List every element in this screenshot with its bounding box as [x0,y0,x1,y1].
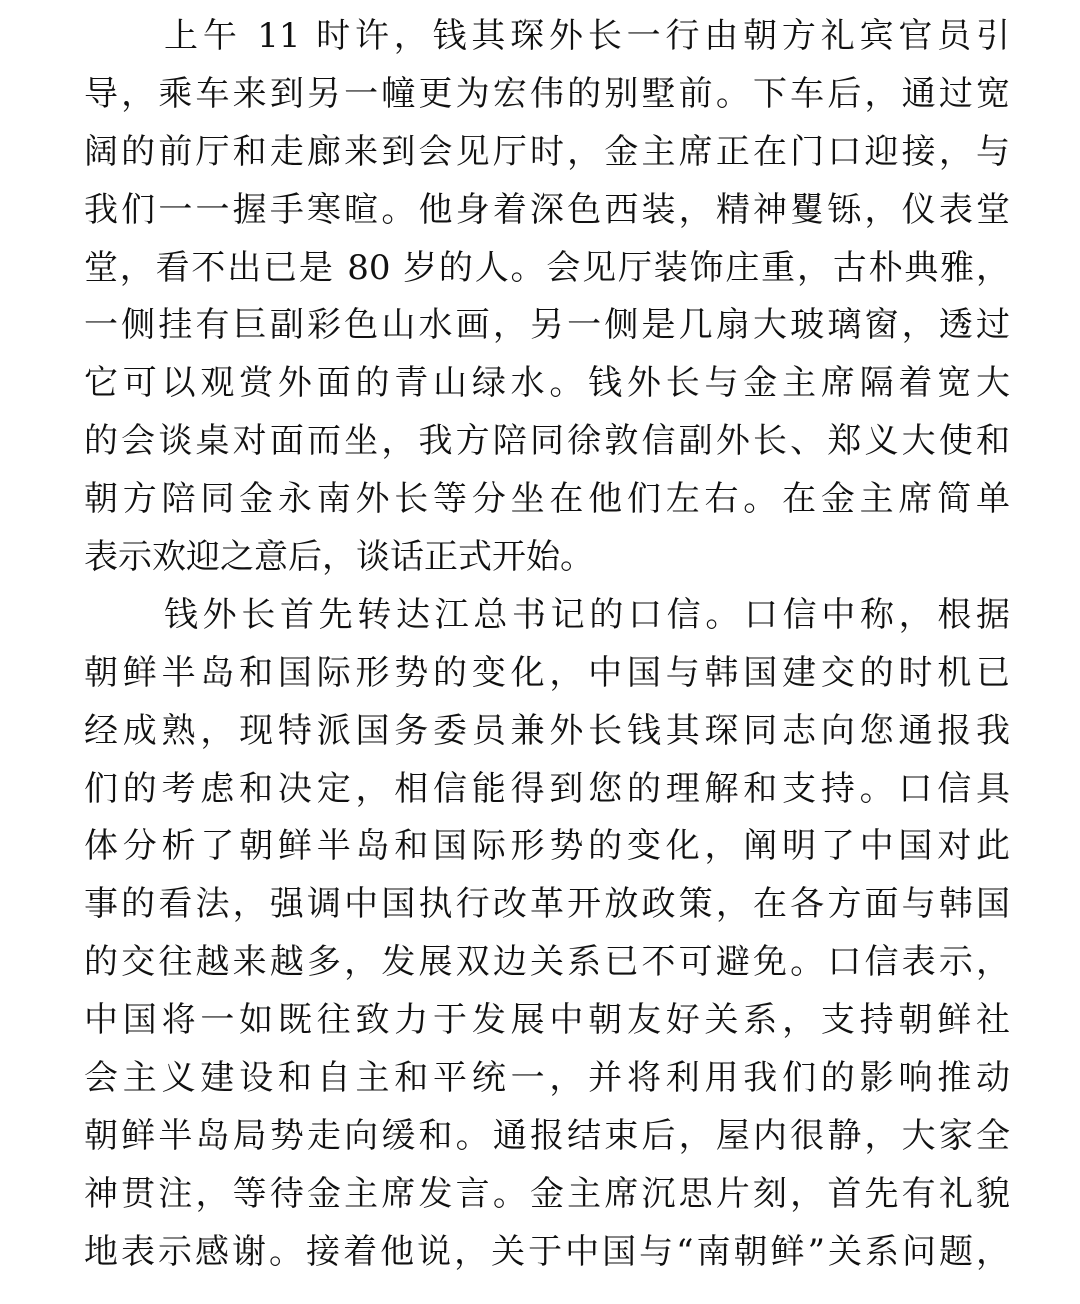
paragraph-2-line-10: 朝鲜半岛局势走向缓和。通报结束后，屋内很静，大家全 [84,1115,1010,1156]
paragraph-2-line-8: 中国将一如既往致力于发展中朝友好关系，支持朝鲜社 [84,1000,1010,1041]
paragraph-1-line-10: 表示欢迎之意后，谈话正式开始。 [84,537,594,578]
paragraph-2-line-11: 神贯注，等待金主席发言。金主席沉思片刻，首先有礼貌 [84,1173,1010,1214]
paragraph-2-line-5: 体分析了朝鲜半岛和国际形势的变化，阐明了中国对此 [84,826,1010,867]
paragraph-2-line-2: 朝鲜半岛和国际形势的变化，中国与韩国建交的时机已 [84,652,1010,693]
paragraph-2-line-9: 会主义建设和自主和平统一，并将利用我们的影响推动 [84,1058,1010,1099]
paragraph-1-line-6: 一侧挂有巨副彩色山水画，另一侧是几扇大玻璃窗，透过 [84,305,1010,346]
paragraph-2-line-12: 地表示感谢。接着他说，关于中国与“南朝鲜”关系问题， [84,1231,1010,1272]
paragraph-2-line-3: 经成熟，现特派国务委员兼外长钱其琛同志向您通报我 [84,710,1010,751]
paragraph-1-line-5: 堂，看不出已是 80 岁的人。会见厅装饰庄重，古朴典雅， [84,247,1010,288]
paragraph-2-line-4: 们的考虑和决定，相信能得到您的理解和支持。口信具 [84,768,1010,809]
paragraph-1-line-2: 导，乘车来到另一幢更为宏伟的别墅前。下车后，通过宽 [84,73,1010,114]
paragraph-1-line-8: 的会谈桌对面而坐，我方陪同徐敦信副外长、郑义大使和 [84,421,1010,462]
paragraph-1-line-9: 朝方陪同金永南外长等分坐在他们左右。在金主席简单 [84,479,1010,520]
paragraph-1-line-1: 上午 11 时许，钱其琛外长一行由朝方礼宾官员引 [164,16,1010,56]
paragraph-1-line-3: 阔的前厅和走廊来到会见厅时，金主席正在门口迎接，与 [84,131,1010,172]
paragraph-2-line-6: 事的看法，强调中国执行改革开放政策，在各方面与韩国 [84,884,1010,925]
paragraph-1-line-4: 我们一一握手寒暄。他身着深色西装，精神矍铄，仪表堂 [84,189,1010,230]
paragraph-1-line-7: 它可以观赏外面的青山绿水。钱外长与金主席隔着宽大 [84,363,1010,404]
paragraph-2-line-7: 的交往越来越多，发展双边关系已不可避免。口信表示， [84,942,1010,983]
paragraph-2-line-1: 钱外长首先转达江总书记的口信。口信中称，根据 [164,594,1010,635]
body-text [84,8,1010,1282]
